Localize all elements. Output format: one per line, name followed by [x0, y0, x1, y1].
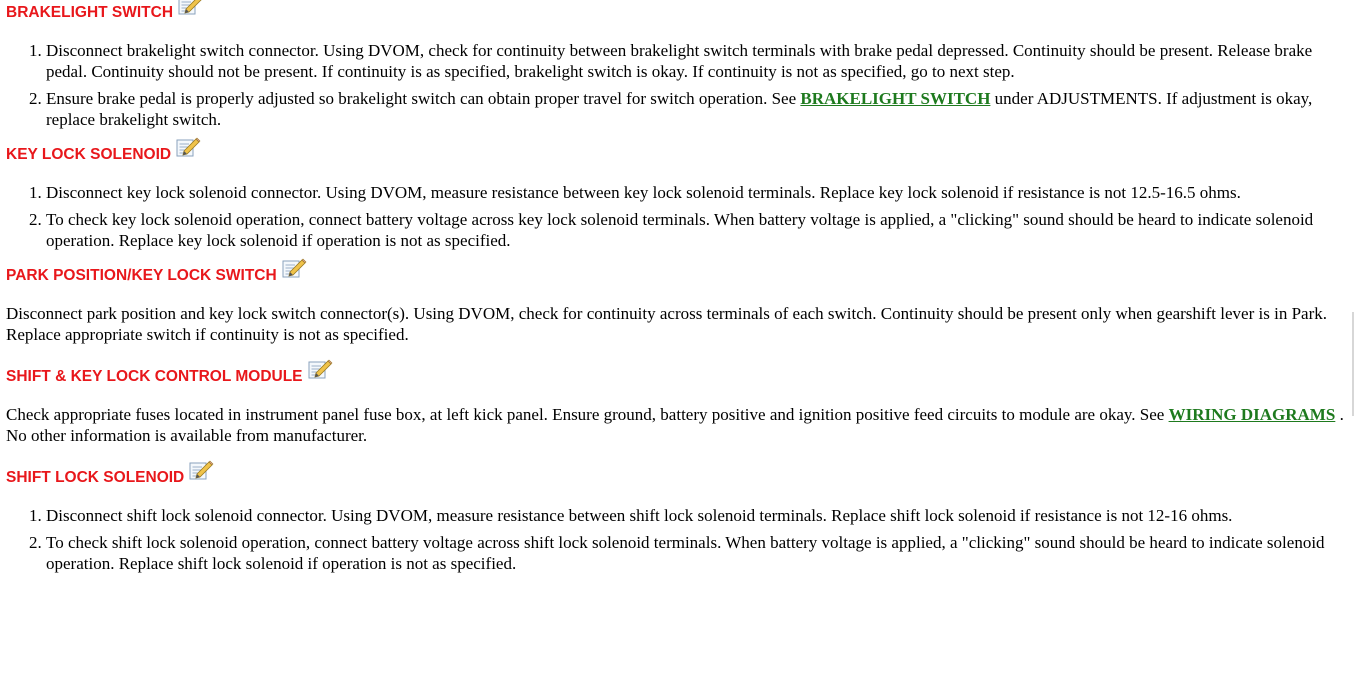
step-list	[6, 505, 1344, 574]
section-shift-key-lock-control-module	[6, 364, 1344, 446]
edit-note-icon[interactable]	[281, 257, 307, 279]
section-paragraph	[6, 404, 1344, 446]
step-text-after: under ADJUSTMENTS. If adjustment is okay, replace brakelight switch.	[46, 89, 1313, 129]
section-heading	[6, 364, 1344, 386]
edit-note-icon[interactable]	[188, 459, 214, 481]
list-item	[46, 88, 1344, 130]
section-key-lock-solenoid	[6, 142, 1344, 251]
heading-text: PARK POSITION/KEY LOCK SWITCH	[6, 267, 277, 284]
section-paragraph: Disconnect park position and key lock switch connector(s). Using DVOM, check for continuity across terminals of each switch. Continuity should be present only when gearshift lever is in Park. Replace appropriate switch if continuity is not as specified.	[6, 304, 1327, 344]
list-item	[46, 505, 1344, 526]
section-shift-lock-solenoid	[6, 465, 1344, 574]
heading-text: BRAKELIGHT SWITCH	[6, 4, 174, 21]
step-text: Disconnect brakelight switch connector. Using DVOM, check for continuity between brakelight switch terminals with brake pedal depressed. Continuity should be present. Release brake pedal. Continuity should not be present. If continuity is as specified, brakelight switch is okay. If continuity is not as specified, go to next step.	[46, 41, 1313, 81]
brakelight-switch-link[interactable]: BRAKELIGHT SWITCH	[800, 89, 991, 108]
section-heading	[6, 465, 1344, 487]
section-heading	[6, 263, 1344, 285]
step-text: Disconnect key lock solenoid connector. Using DVOM, measure resistance between key lock solenoid terminals. Replace key lock solenoid if resistance is not 12.5-16.5 ohms.	[46, 183, 1241, 202]
list-item	[46, 532, 1344, 574]
heading-text: KEY LOCK SOLENOID	[6, 146, 172, 163]
step-list	[6, 40, 1344, 130]
paragraph-text-before: Check appropriate fuses located in instrument panel fuse box, at left kick panel. Ensure ground, battery positive and ignition positive feed circuits to module are okay. See	[6, 405, 1169, 424]
list-item	[46, 40, 1344, 82]
edit-note-icon[interactable]	[177, 0, 203, 16]
step-text: To check shift lock solenoid operation, connect battery voltage across shift lock solenoid terminals. When battery voltage is applied, a "clicking" sound should be heard to indicate solenoid operation. Replace shift lock solenoid if operation is not as specified.	[46, 533, 1325, 573]
heading-text: SHIFT LOCK SOLENOID	[6, 469, 185, 486]
paragraph-text-after: . No other information is available from manufacturer.	[6, 405, 1344, 445]
wiring-diagrams-link[interactable]: WIRING DIAGRAMS	[1168, 405, 1336, 424]
step-text: Disconnect shift lock solenoid connector. Using DVOM, measure resistance between shift lock solenoid terminals. Replace shift lock solenoid if resistance is not 12-16 ohms.	[46, 506, 1233, 525]
section-brakelight-switch	[6, 0, 1344, 130]
heading-text: SHIFT & KEY LOCK CONTROL MODULE	[6, 368, 303, 385]
section-heading	[6, 0, 1344, 22]
list-item	[46, 209, 1344, 251]
step-text-before: Ensure brake pedal is properly adjusted so brakelight switch can obtain proper travel for switch operation. See	[46, 89, 801, 108]
list-item	[46, 182, 1344, 203]
edit-note-icon[interactable]	[307, 358, 333, 380]
step-text: To check key lock solenoid operation, connect battery voltage across key lock solenoid terminals. When battery voltage is applied, a "clicking" sound should be heard to indicate solenoid operation. Replace key lock solenoid if operation is not as specified.	[46, 210, 1314, 250]
edit-note-icon[interactable]	[175, 136, 201, 158]
section-park-position-key-lock-switch	[6, 263, 1344, 345]
scrollbar-edge[interactable]	[1352, 312, 1354, 416]
document-content	[6, 0, 1344, 580]
step-list	[6, 182, 1344, 251]
section-heading	[6, 142, 1344, 164]
